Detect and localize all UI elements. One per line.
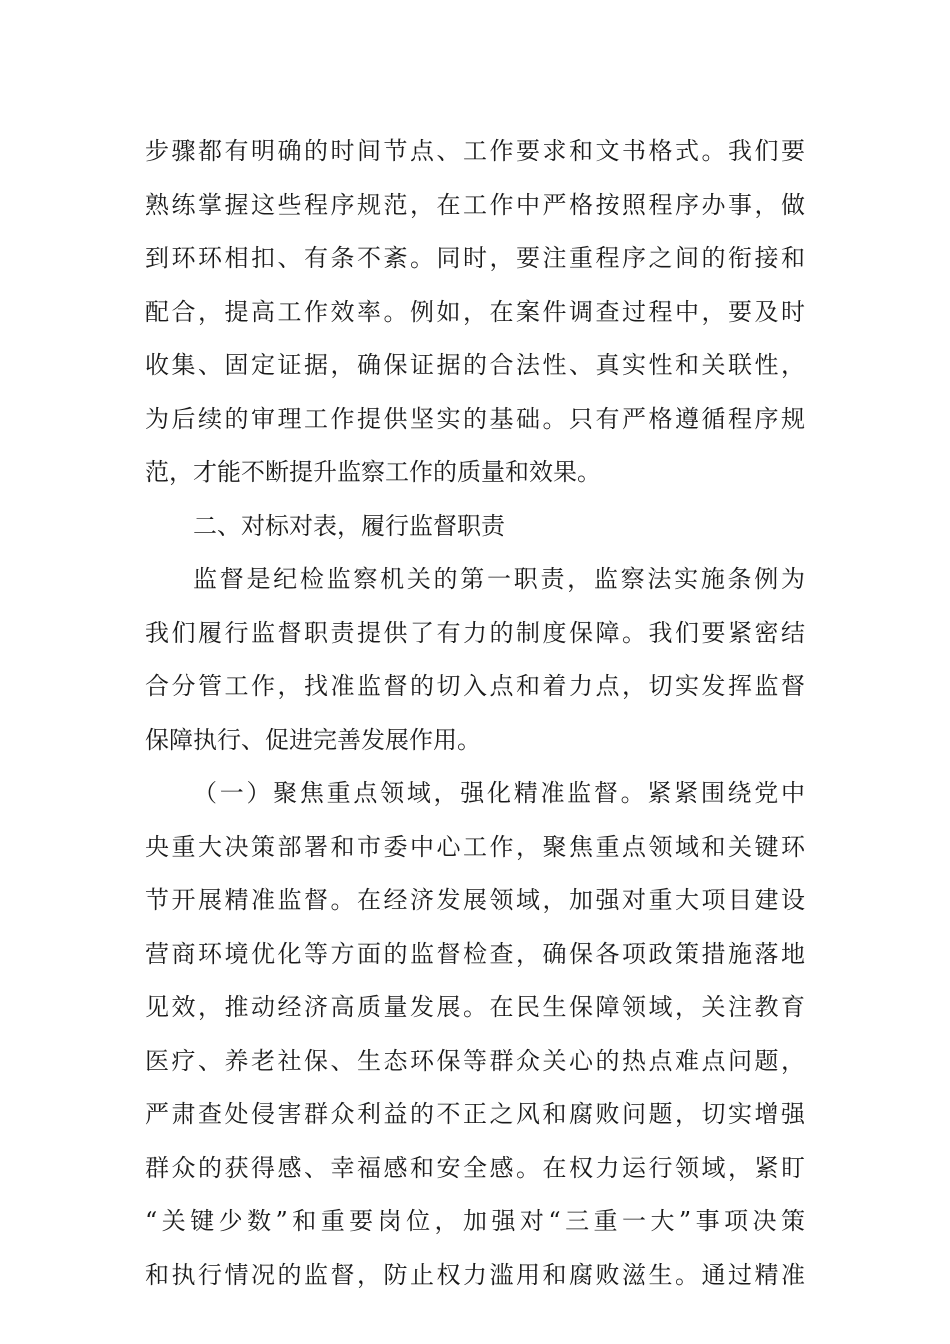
text-line: 和执行情况的监督，防止权力滥用和腐败滋生。通过精准 [145,1260,805,1289]
text-line: 合分管工作，找准监督的切入点和着力点，切实发挥监督 [145,672,805,700]
text-line: 熟练掌握这些程序规范，在工作中严格按照程序办事，做 [145,190,805,219]
text-line: 见效，推动经济高质量发展。在民生保障领域，关注教育 [145,993,805,1021]
text-line: 央重大决策部署和市委中心工作，聚焦重点领域和关键环 [145,832,805,861]
text-line: （一）聚焦重点领域，强化精准监督。紧紧围绕党中 [193,779,805,807]
text-line: 营商环境优化等方面的监督检查，确保各项政策措施落地 [145,939,805,968]
document-body [145,130,805,1307]
text-line: “关键少数”和重要岗位，加强对“三重一大”事项决策 [145,1207,805,1235]
section-heading: 二、对标对表，履行监督职责 [193,511,505,540]
text-line: 为后续的审理工作提供坚实的基础。只有严格遵循程序规 [145,404,805,433]
text-line: 到环环相扣、有条不紊。同时，要注重程序之间的衔接和 [145,244,805,272]
text-line: 严肃查处侵害群众利益的不正之风和腐败问题，切实增强 [145,1100,805,1128]
paragraph-supervision-duty [145,558,805,772]
text-line: 步骤都有明确的时间节点、工作要求和文书格式。我们要 [145,137,805,165]
text-line: 医疗、养老社保、生态环保等群众关心的热点难点问题， [145,1046,805,1075]
paragraph-focus-areas [145,772,805,1307]
text-line: 我们履行监督职责提供了有力的制度保障。我们要紧密结 [145,618,805,647]
text-line: 监督是纪检监察机关的第一职责，监察法实施条例为 [193,565,805,593]
text-line: 配合，提高工作效率。例如，在案件调查过程中，要及时 [145,297,805,326]
paragraph-procedure [145,130,805,505]
text-line: 范，才能不断提升监察工作的质量和效果。 [145,458,601,486]
text-line: 节开展精准监督。在经济发展领域，加强对重大项目建设 [145,886,805,914]
text-line: 收集、固定证据，确保证据的合法性、真实性和关联性， [145,351,805,379]
text-line: 群众的获得感、幸福感和安全感。在权力运行领域，紧盯 [145,1153,805,1182]
text-line: 保障执行、促进完善发展作用。 [145,725,481,754]
